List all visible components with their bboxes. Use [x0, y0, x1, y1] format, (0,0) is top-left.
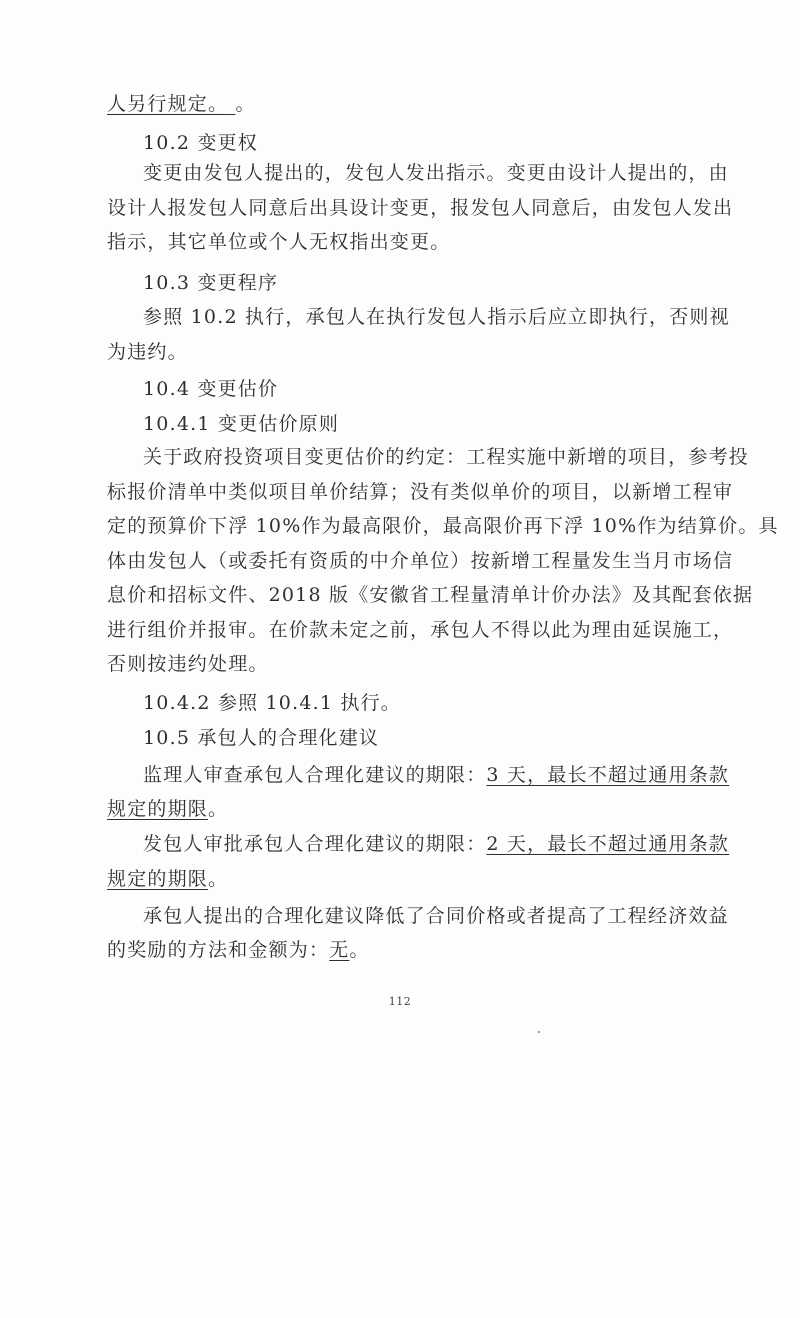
review-period-label: 监理人审查承包人合理化建议的期限：	[143, 764, 487, 786]
paragraph-line: 进行组价并报审。在价款未定之前，承包人不得以此为理由延误施工，	[107, 619, 734, 641]
paragraph-line: 变更由发包人提出的，发包人发出指示。变更由设计人提出的，由	[143, 162, 729, 184]
subsection-heading: 10.4.2 参照 10.4.1 执行。	[143, 692, 401, 714]
review-period-value-cont: 规定的期限	[107, 798, 209, 820]
reward-line	[107, 938, 370, 962]
paragraph-line: 关于政府投资项目变更估价的约定：工程实施中新增的项目，参考投	[143, 446, 750, 468]
paragraph-line: 参照 10.2 执行，承包人在执行发包人指示后应立即执行，否则视	[143, 306, 730, 328]
approval-period-line-cont	[107, 867, 228, 891]
approval-period-label: 发包人审批承包人合理化建议的期限：	[143, 833, 487, 855]
scan-speck	[538, 1031, 540, 1033]
paragraph-line: 定的预算价下浮 10%作为最高限价，最高限价再下浮 10%作为结算价。具	[107, 515, 779, 537]
text-line	[107, 92, 256, 116]
approval-period-line	[143, 832, 729, 856]
text-fragment: 。	[235, 93, 256, 115]
section-heading: 10.3 变更程序	[143, 272, 279, 294]
approval-period-value-cont: 规定的期限	[107, 868, 209, 890]
sentence-end: 。	[349, 939, 370, 961]
review-period-value: 3 天，最长不超过通用条款	[486, 764, 730, 786]
paragraph-line: 承包人提出的合理化建议降低了合同价格或者提高了工程经济效益	[143, 905, 729, 927]
paragraph-line: 指示，其它单位或个人无权指出变更。	[107, 231, 451, 253]
section-heading: 10.4 变更估价	[143, 378, 279, 400]
subsection-heading: 10.4.1 变更估价原则	[143, 413, 340, 435]
paragraph-line: 设计人报发包人同意后出具设计变更，报发包人同意后，由发包人发出	[107, 197, 734, 219]
review-period-line	[143, 763, 729, 787]
paragraph-line: 息价和招标文件、2018 版《安徽省工程量清单计价办法》及其配套依据	[107, 584, 754, 606]
paragraph-line: 体由发包人（或委托有资质的中介单位）按新增工程量发生当月市场信	[107, 550, 734, 572]
paragraph-line: 否则按违约处理。	[107, 653, 269, 675]
paragraph-line: 标报价清单中类似项目单价结算；没有类似单价的项目，以新增工程审	[107, 481, 734, 503]
paragraph-line: 为违约。	[107, 341, 188, 363]
review-period-line-cont	[107, 797, 228, 821]
section-heading: 10.2 变更权	[143, 132, 258, 154]
reward-label: 的奖励的方法和金额为：	[107, 939, 330, 961]
page-number: 112	[388, 995, 412, 1008]
sentence-end: 。	[208, 868, 229, 890]
sentence-end: 。	[208, 798, 229, 820]
reward-value: 无	[329, 939, 350, 961]
underlined-text: 人另行规定。	[107, 93, 229, 115]
section-heading: 10.5 承包人的合理化建议	[143, 727, 380, 749]
approval-period-value: 2 天，最长不超过通用条款	[486, 833, 730, 855]
